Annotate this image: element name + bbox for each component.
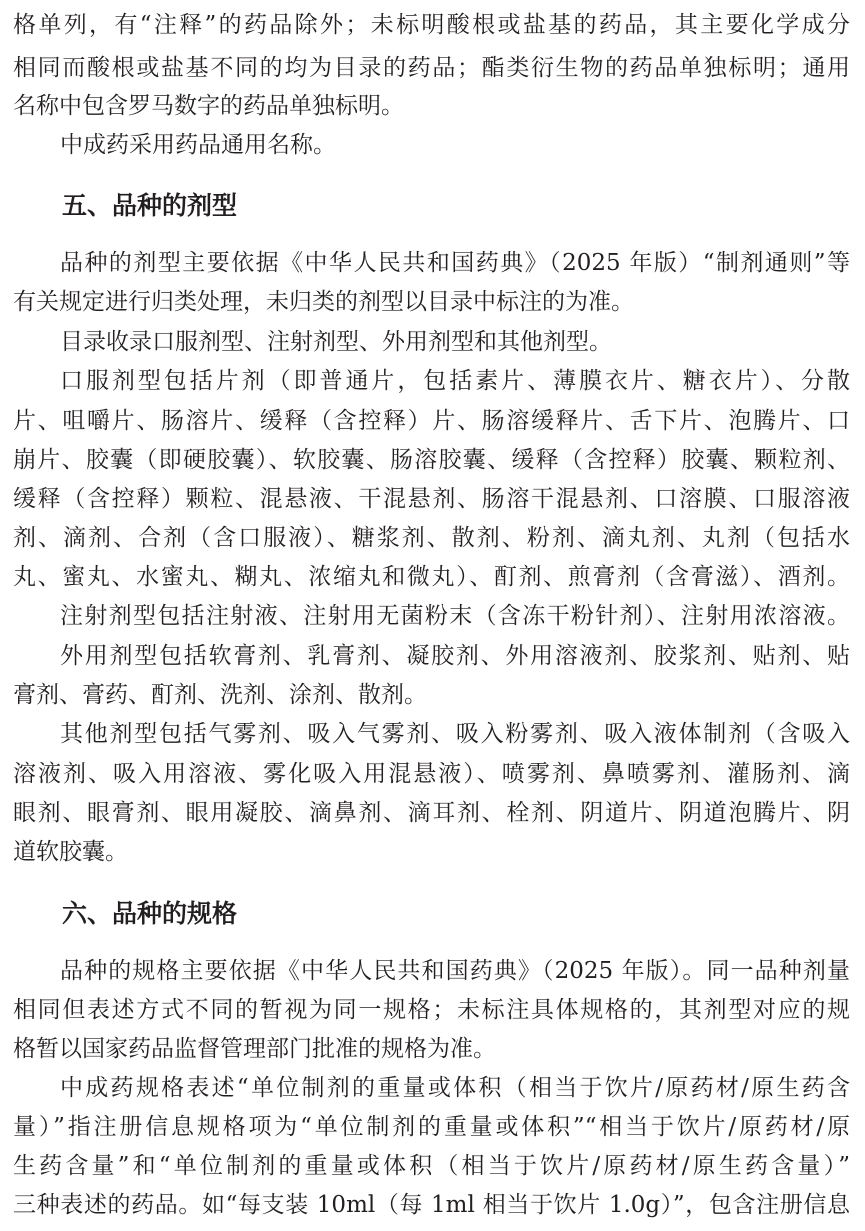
paragraph-line: 崩片、胶囊（即硬胶囊）、软胶囊、肠溶胶囊、缓释（含控释）胶囊、颗粒剂、 <box>13 447 850 473</box>
paragraph-line: 缓释（含控释）颗粒、混悬液、干混悬剂、肠溶干混悬剂、口溶膜、口服溶液 <box>13 486 850 512</box>
section-heading-specification: 六、品种的规格 <box>62 899 238 928</box>
paragraph-line: 格暂以国家药品监督管理部门批准的规格为准。 <box>13 1036 496 1062</box>
paragraph-line: 目录收录口服剂型、注射剂型、外用剂型和其他剂型。 <box>60 329 612 355</box>
paragraph-line: 量）”指注册信息规格项为“单位制剂的重量或体积”“相当于饮片/原药材/原 <box>13 1114 850 1140</box>
paragraph-line: 格单列，有“注释”的药品除外；未标明酸根或盐基的药品，其主要化学成分 <box>13 12 850 38</box>
paragraph-line: 生药含量”和“单位制剂的重量或体积（相当于饮片/原药材/原生药含量）” <box>13 1153 850 1179</box>
paragraph-line: 名称中包含罗马数字的药品单独标明。 <box>13 93 404 119</box>
paragraph-line: 眼剂、眼膏剂、眼用凝胶、滴鼻剂、滴耳剂、栓剂、阴道片、阴道泡腾片、阴 <box>13 800 850 826</box>
paragraph-line: 膏剂、膏药、酊剂、洗剂、涂剂、散剂。 <box>13 682 427 708</box>
paragraph-line: 相同而酸根或盐基不同的均为目录的药品；酯类衍生物的药品单独标明；通用 <box>13 55 850 81</box>
paragraph-line: 剂、滴剂、合剂（含口服液）、糖浆剂、散剂、粉剂、滴丸剂、丸剂（包括水 <box>13 525 850 551</box>
paragraph-line: 溶液剂、吸入用溶液、雾化吸入用混悬液）、喷雾剂、鼻喷雾剂、灌肠剂、滴 <box>13 761 850 787</box>
paragraph-line: 相同但表述方式不同的暂视为同一规格；未标注具体规格的，其剂型对应的规 <box>13 997 850 1023</box>
paragraph-line: 丸、蜜丸、水蜜丸、糊丸、浓缩丸和微丸）、酊剂、煎膏剂（含膏滋）、酒剂。 <box>13 564 850 590</box>
section-heading-dosage-form: 五、品种的剂型 <box>62 191 238 220</box>
paragraph-line: 中成药规格表述“单位制剂的重量或体积（相当于饮片/原药材/原生药含 <box>60 1075 850 1101</box>
paragraph-line: 三种表述的药品。如“每支装 10ml（每 1ml 相当于饮片 1.0g）”，包含注册信息 <box>13 1192 850 1218</box>
paragraph-line: 中成药采用药品通用名称。 <box>60 132 336 158</box>
paragraph-line: 道软胶囊。 <box>13 839 128 865</box>
paragraph-line: 品种的剂型主要依据《中华人民共和国药典》（2025 年版）“制剂通则”等 <box>60 250 850 276</box>
paragraph-line: 口服剂型包括片剂（即普通片，包括素片、薄膜衣片、糖衣片）、分散 <box>60 368 850 394</box>
paragraph-line: 其他剂型包括气雾剂、吸入气雾剂、吸入粉雾剂、吸入液体制剂（含吸入 <box>60 721 850 747</box>
paragraph-line: 片、咀嚼片、肠溶片、缓释（含控释）片、肠溶缓释片、舌下片、泡腾片、口 <box>13 408 850 434</box>
paragraph-line: 品种的规格主要依据《中华人民共和国药典》（2025 年版）。同一品种剂量 <box>60 958 850 984</box>
paragraph-line: 外用剂型包括软膏剂、乳膏剂、凝胶剂、外用溶液剂、胶浆剂、贴剂、贴 <box>60 643 850 669</box>
paragraph-line: 注射剂型包括注射液、注射用无菌粉末（含冻干粉针剂）、注射用浓溶液。 <box>60 603 850 629</box>
paragraph-line: 有关规定进行归类处理，未归类的剂型以目录中标注的为准。 <box>13 289 634 315</box>
